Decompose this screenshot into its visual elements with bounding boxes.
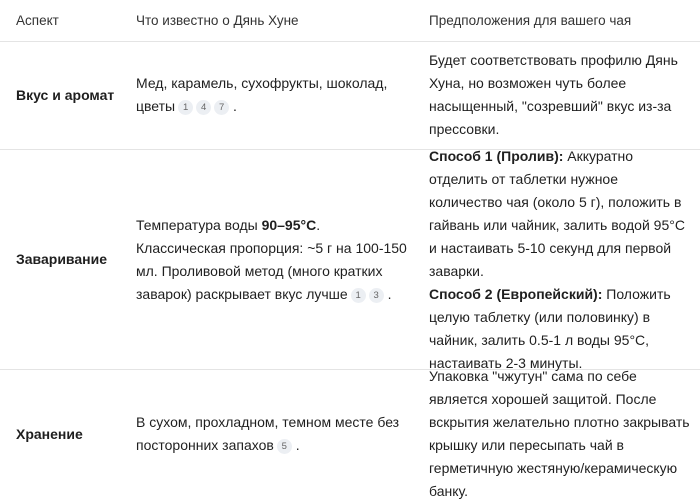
assumption-text: Упаковка "чжутун" сама по себе является хорошей защитой. После вскрытия желательно плотно закрывать крышку или пересыпать чай в герметичную жестяную/керамическую банку. (429, 368, 690, 499)
header-aspect: Аспект (16, 13, 59, 28)
citation-badge[interactable]: 5 (277, 439, 292, 454)
assumption-cell (429, 41, 691, 149)
header-known: Что известно о Дянь Хуне (136, 13, 299, 28)
known-end: . (387, 285, 392, 302)
known-temperature: 90–95°C (261, 216, 317, 233)
assumption-text: Будет соответствовать профилю Дянь Хуна, но возможен чуть более насыщенный, "созревший" вкус из-за прессовки. (429, 52, 678, 137)
method-2-title: Способ 2 (Европейский): (429, 285, 603, 302)
table-row-flavor (0, 41, 700, 150)
known-pre: Температура воды (136, 216, 262, 233)
table-row-brewing (0, 147, 700, 371)
assumption-cell (429, 147, 691, 371)
aspect-label: Хранение (16, 425, 83, 442)
citation-badge[interactable]: 4 (196, 100, 211, 115)
known-post: . Классическая пропорция: ~5 г на 100-150 мл. Проливовой метод (много кратких заварок) раскрывает вкус лучше (136, 216, 407, 302)
citation-badge[interactable]: 1 (351, 288, 366, 303)
method-1-text: Аккуратно отделить от таблетки нужное количество чая (около 5 г), положить в гайвань или чайник, залить водой 95°C и настаивать 5-10 секунд для первой заварки. (429, 147, 685, 279)
known-cell (136, 370, 412, 498)
known-text: В сухом, прохладном, темном месте без посторонних запахов (136, 414, 400, 453)
citation-badge[interactable]: 3 (369, 288, 384, 303)
table-header (0, 0, 700, 42)
citation-badge[interactable]: 1 (178, 100, 193, 115)
aspect-label: Заваривание (16, 251, 107, 267)
known-end: . (295, 437, 300, 453)
aspect-label: Вкус и аромат (16, 86, 115, 103)
known-text: Мед, карамель, сухофрукты, шоколад, цветы (136, 75, 388, 114)
assumption-cell (429, 370, 691, 498)
citation-badge[interactable]: 7 (214, 100, 229, 115)
method-1-title: Способ 1 (Пролив): (429, 147, 564, 164)
known-cell (136, 41, 412, 149)
known-cell (136, 150, 412, 369)
known-end: . (233, 98, 237, 114)
method-2-text: Положить целую таблетку (или половинку) в чайник, залить 0.5-1 л воды 95°C, настаивать 2-3 минуты. (429, 285, 671, 371)
table-row-storage (0, 370, 700, 498)
header-assumptions: Предположения для вашего чая (429, 13, 632, 28)
